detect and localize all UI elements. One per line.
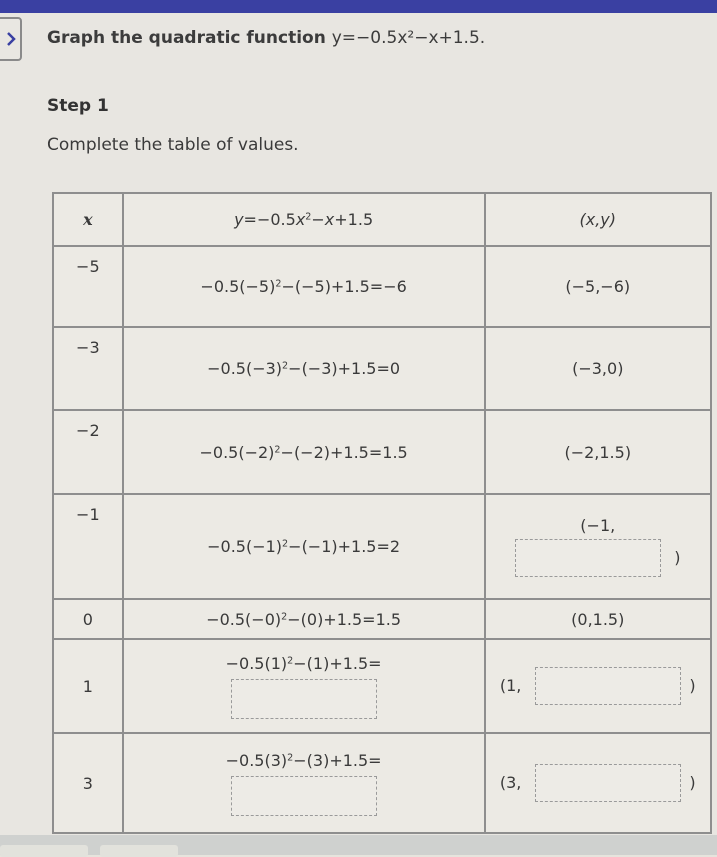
point-suffix: ): [674, 547, 681, 567]
equation-cell: $-0.5(-2)^2-(-2)+1.5=1.5$: [123, 410, 485, 494]
x-value: −1: [53, 494, 123, 599]
point-cell: (−2,1.5): [485, 410, 711, 494]
table-row: [53, 494, 711, 599]
table-row: [53, 327, 711, 410]
step-label: Step 1: [47, 96, 109, 116]
point-cell: [485, 733, 711, 833]
header-x: x: [53, 193, 123, 246]
point-prefix: (3,: [499, 772, 522, 792]
y-answer-input[interactable]: [535, 764, 681, 802]
table-row: [53, 639, 711, 733]
question-title: [47, 28, 485, 48]
header-function: $y=-0.5x^2-x+1.5$: [123, 193, 485, 246]
y-answer-input[interactable]: [515, 539, 661, 577]
equation-cell: $-0.5(-5)^2-(-5)+1.5=-6$: [123, 246, 485, 327]
equation-cell: $-0.5(-3)^2-(-3)+1.5=0$: [123, 327, 485, 410]
equation-cell: $-0.5(-1)^2-(-1)+1.5=2$: [123, 494, 485, 599]
bottom-button-1[interactable]: [0, 845, 88, 857]
point-cell: (−5,−6): [485, 246, 711, 327]
point-prefix: (−1,: [580, 516, 616, 535]
x-value: 0: [53, 599, 123, 639]
y-answer-input[interactable]: [535, 667, 681, 705]
table-row: [53, 599, 711, 639]
point-suffix: ): [689, 772, 696, 792]
bottom-button-2[interactable]: [100, 845, 178, 857]
point-cell: [485, 494, 711, 599]
chevron-right-icon: [6, 32, 16, 46]
title-function: y=−0.5x²−x+1.5.: [331, 28, 486, 48]
equation-cell: $-0.5(3)^2-(3)+1.5=$: [123, 733, 485, 833]
top-bar: [0, 0, 717, 13]
table-row: [53, 733, 711, 833]
x-value: −5: [53, 246, 123, 327]
question-page: [0, 13, 717, 835]
step-instructions: Complete the table of values.: [47, 135, 299, 155]
equation-cell: $-0.5(-0)^2-(0)+1.5=1.5$: [123, 599, 485, 639]
x-value: −3: [53, 327, 123, 410]
point-cell: (−3,0): [485, 327, 711, 410]
equation-answer-input[interactable]: [231, 776, 377, 816]
point-cell: [485, 639, 711, 733]
x-value: 3: [53, 733, 123, 833]
table-header-row: [53, 193, 711, 246]
title-text: Graph the quadratic function: [47, 28, 332, 48]
x-value: −2: [53, 410, 123, 494]
expand-button[interactable]: [0, 17, 22, 61]
point-cell: (0,1.5): [485, 599, 711, 639]
point-prefix: (1,: [499, 675, 522, 695]
equation-answer-input[interactable]: [231, 679, 377, 719]
point-suffix: ): [689, 675, 696, 695]
header-point: (x,y): [485, 193, 711, 246]
equation-cell: $-0.5(1)^2-(1)+1.5=$: [123, 639, 485, 733]
table-row: [53, 246, 711, 327]
table-of-values: [52, 192, 712, 834]
x-value: 1: [53, 639, 123, 733]
table-row: [53, 410, 711, 494]
